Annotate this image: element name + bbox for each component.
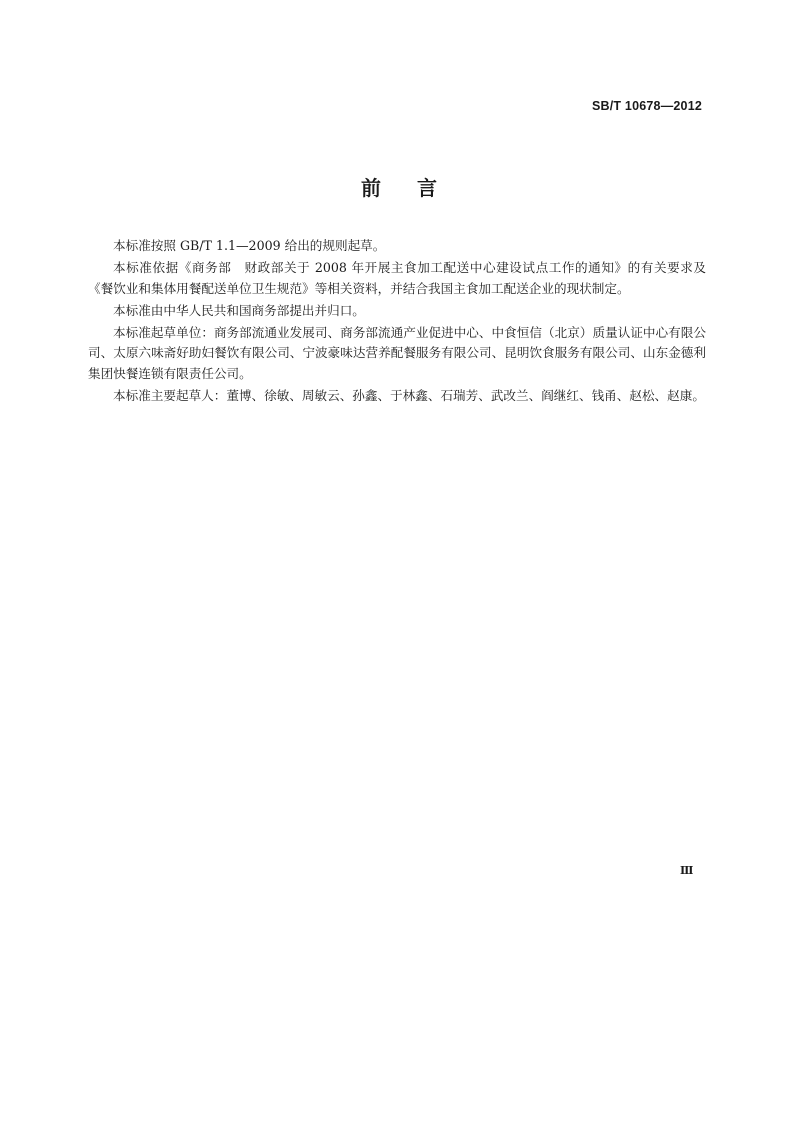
paragraph-drafters: 本标准主要起草人：董博、徐敏、周敏云、孙鑫、于林鑫、石瑞芳、武改兰、阎继红、钱甬、赵松、赵康。 — [113, 387, 705, 403]
page-title: 前言 — [361, 176, 473, 200]
paragraph-basis: 本标准依据《商务部 财政部关于 2008 年开展主食加工配送中心建设试点工作的通知》的有关要求及《餐饮业和集体用餐配送单位卫生规范》等相关资料，并结合我国主食加工配送企业的现状制定。 — [88, 260, 706, 296]
paragraph-drafting-rules: 本标准按照 GB/T 1.1—2009 给出的规则起草。 — [113, 238, 386, 253]
paragraph-drafting-units: 本标准起草单位：商务部流通业发展司、商务部流通产业促进中心、中食恒信（北京）质量认证中心有限公司、太原六味斋好助妇餐饮有限公司、宁波豪味达营养配餐服务有限公司、昆明饮食服务有限公司、山东金德利集团快餐连锁有限责任公司。 — [88, 324, 706, 381]
standard-code: SB/T 10678—2012 — [591, 99, 702, 113]
foreword-body — [88, 236, 706, 408]
paragraph-proposer: 本标准由中华人民共和国商务部提出并归口。 — [113, 302, 365, 318]
page-number: Ⅲ — [680, 864, 694, 877]
